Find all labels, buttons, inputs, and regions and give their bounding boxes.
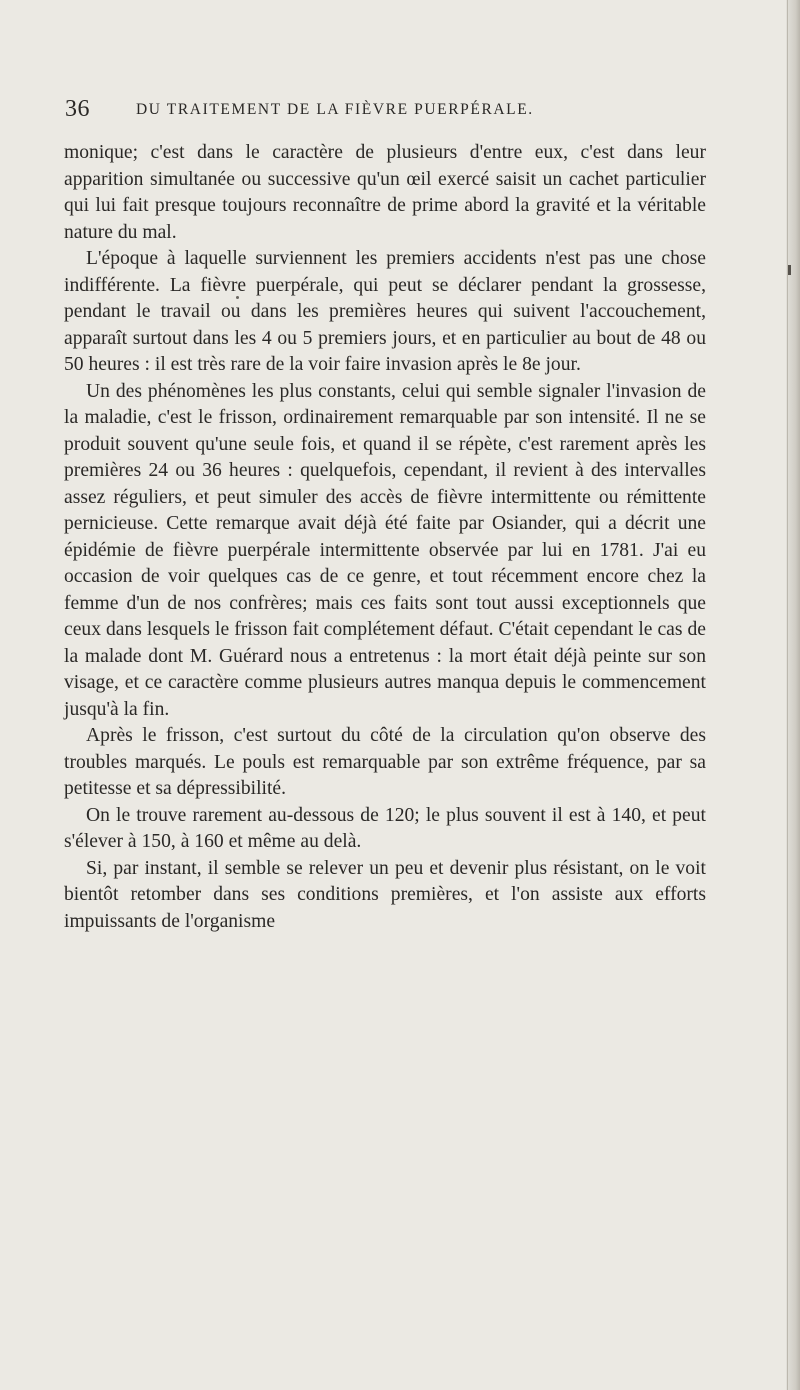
paragraph-4: Après le frisson, c'est surtout du côté de la circulation qu'on observe des troubles marqués. Le pouls est remarquable par son extrême fréquence, par sa petitesse et sa dépressibilité. [64,725,706,799]
paragraph-5: On le trouve rarement au-dessous de 120; le plus souvent il est à 140, et peut s'élever à 150, à 160 et même au delà. [64,804,706,852]
paragraph-2: L'époque à laquelle surviennent les premiers accidents n'est pas une chose indifférente. La fièvre puerpérale, qui peut se déclarer pendant la grossesse, pendant le travail ou dans les premières heures qui suivent l'accouchement, apparaît surtout dans les 4 ou 5 premiers jours, et en particulier au bout de 48 ou 50 heures : il est très rare de la voir faire invasion après le 8e jour. [64,248,706,375]
page-edge-shadow [786,0,800,1390]
paragraph-6: Si, par instant, il semble se relever un peu et devenir plus résistant, on le voit bientôt retomber dans ses conditions premières, et l'on assiste aux efforts impuissants de l'organisme [64,857,706,932]
paragraph-3: Un des phénomènes les plus constants, celui qui semble signaler l'invasion de la maladie, c'est le frisson, ordinairement remarquable par son intensité. Il ne se produit souvent qu'une seule fois, et quand il se répète, c'est rarement après les premières 24 ou 36 heures : quelquefois, cependant, il revient à des intervalles assez réguliers, et peut simuler des accès de fièvre intermittente ou rémittente pernicieuse. Cette remarque avait déjà été faite par Osiander, qui a décrit une épidémie de fièvre puerpérale intermittente observée par lui en 1781. J'ai eu occasion de voir quelques cas de ce genre, et tout récemment encore chez la femme d'un de nos confrères; mais ces faits sont tout aussi exceptionnels que ceux dans lesquels le frisson fait complétement défaut. C'était cependant le cas de la malade dont M. Guérard nous a entretenus : la mort était déjà peinte sur son visage, et ce caractère comme plusieurs autres manqua depuis le commencement jusqu'à la fin. [64,380,706,720]
page-number: 36 [65,96,90,122]
page-header [65,96,705,132]
margin-mark [788,265,791,275]
running-title: DU TRAITEMENT DE LA FIÈVRE PUERPÉRALE. [136,101,534,118]
body-text [64,140,706,935]
page-edge-line [787,0,788,1390]
paragraph-1: monique; c'est dans le caractère de plusieurs d'entre eux, c'est dans leur apparition simultanée ou successive qu'un œil exercé saisit un cachet particulier qui lui fait presque toujours reconnaître de prime abord la gravité et la véritable nature du mal. [64,142,706,243]
